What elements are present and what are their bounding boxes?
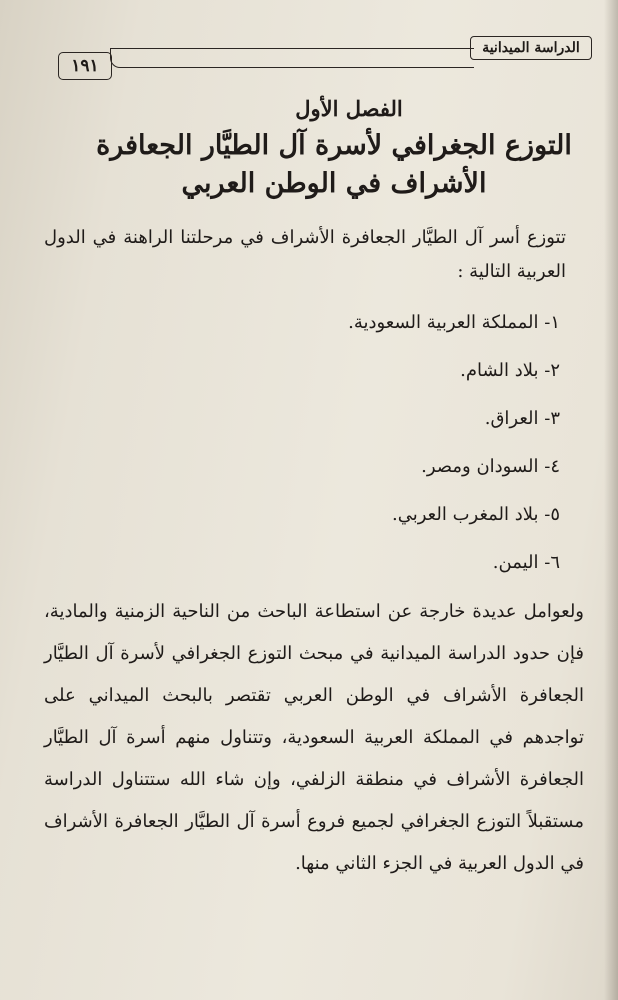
page-number: ١٩١ xyxy=(58,52,112,80)
running-header-title: الدراسة الميدانية xyxy=(470,36,592,60)
country-item: ٤- السودان ومصر. xyxy=(421,456,560,477)
country-item: ٣- العراق. xyxy=(484,408,560,429)
chapter-label: الفصل الأول xyxy=(295,96,403,121)
running-header xyxy=(58,34,592,80)
country-item: ٢- بلاد الشام. xyxy=(460,360,560,381)
country-item: ٥- بلاد المغرب العربي. xyxy=(392,504,560,525)
country-item: ١- المملكة العربية السعودية. xyxy=(348,312,560,333)
intro-paragraph: تتوزع أسر آل الطيَّار الجعافرة الأشراف في مرحلتنا الراهنة في الدول العربية التالية : xyxy=(44,227,566,282)
header-frame-line xyxy=(110,48,474,68)
country-list xyxy=(44,299,584,587)
body-paragraph: ولعوامل عديدة خارجة عن استطاعة الباحث من الناحية الزمنية والمادية، فإن حدود الدراسة الميدانية في مبحث التوزع الجغرافي لأسرة آل الطيَّار الجعافرة الأشراف في الوطن العربي تقتصر بالبحث الميداني على تواجدهم في المملكة العربية السعودية، وتتناول منهم أسرة آل الطيَّار الجعافرة الأشراف في منطقة الزلفي، وإن شاء الله ستتناول الدراسة مستقبلاً التوزع الجغرافي لجميع فروع أسرة آل الطيَّار الجعافرة الأشراف في الدول العربية في الجزء الثاني منها. xyxy=(44,601,584,874)
country-item: ٦- اليمن. xyxy=(492,552,560,573)
page-content xyxy=(44,96,584,885)
chapter-title: التوزع الجغرافي لأسرة آل الطيَّار الجعافرة الأشراف في الوطن العربي xyxy=(96,130,572,199)
